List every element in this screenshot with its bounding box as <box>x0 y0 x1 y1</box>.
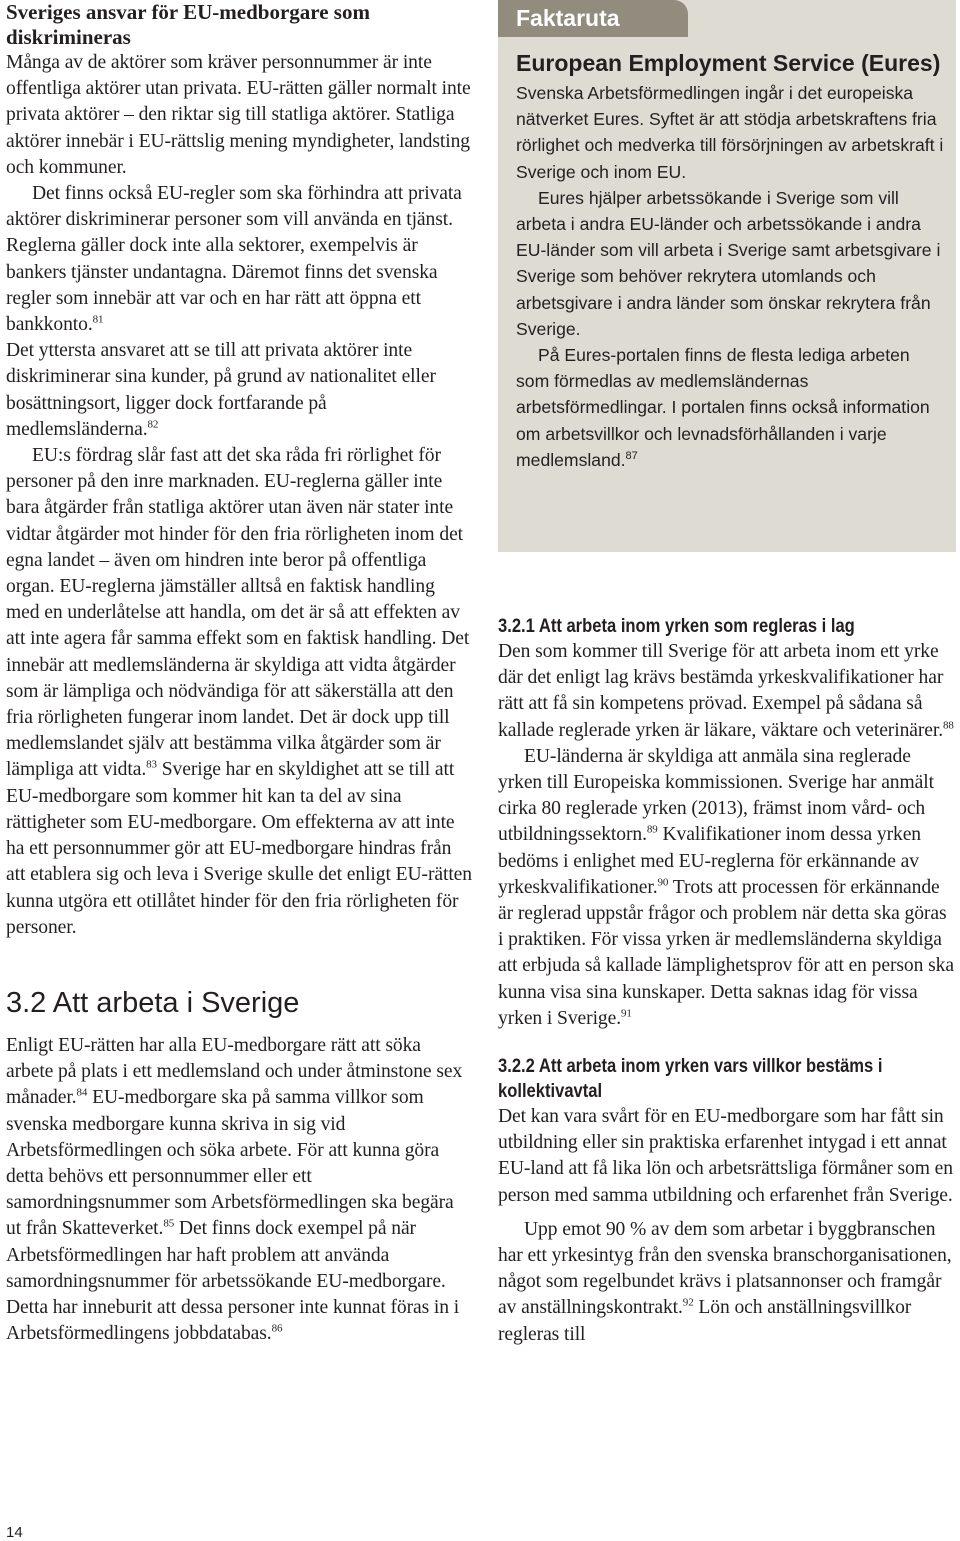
fact-paragraph <box>516 80 944 185</box>
fact-paragraph <box>516 342 944 473</box>
paragraph-text: Det finns dock exempel på när Arbetsförmedlingen har haft problem att använda samordningsnummer för arbetssökande EU-medborgare. Detta har inneburit att dessa personer inte kunnat föras in i Arbetsförmedlingens jobbdatabas. <box>6 1218 460 1345</box>
footnote-ref: 82 <box>147 418 159 431</box>
fact-text: Svenska Arbetsförmedlingen ingår i det europeiska nätverket Eures. Syftet är att stödja arbetskraftens fria rörlighet och medverka till försörjningen av arbetskraft i Sverige och inom EU. <box>516 83 944 182</box>
paragraph-text: Den som kommer till Sverige för att arbeta inom ett yrke där det enligt lag krävs bestämda yrkeskvalifikationer har rätt att få sin kompetens prövad. Exempel på sådana så kallade reglerade yrken är läkare, väktare och veterinärer. <box>498 641 944 741</box>
footnote-ref: 85 <box>163 1217 175 1230</box>
paragraph-text: Upp emot 90 % av dem som arbetar i byggbranschen har ett yrkesintyg från den svenska branschorganisationen, något som regelbundet krävs i platsannonser och framgår av anställningskontrakt. <box>498 1218 952 1319</box>
paragraph-text: EU:s fördrag slår fast att det ska råda fri rörlighet för personer på den inre marknaden. EU-reglerna gäller inte bara åtgärder från statliga aktörer utan även när stater inte vidtar åtgärder mot hinder för den fria rörligheten inom det egna landet – även om hindren inte beror på offentliga organ. EU-reglerna jämställer alltså en faktisk handling med en underlåtelse att handla, om det är så att effekten av att inte agera får samma effekt som en faktisk handling. Det innebär att medlemsländerna är skyldiga att vidta åtgärder som är lämpliga och nödvändiga för att säkerställa att den fria rörligheten fungerar inom landet. Det är dock upp till medlemslandet själv att bestämma vilka åtgärder som är lämpliga att vidta. <box>6 445 470 781</box>
paragraph-text: EU-länderna är skyldiga att anmäla sina reglerade yrken till Europeiska kommissionen. Sverige har anmält cirka 80 reglerade yrken (2013), främst inom vård- och utbildningssektorn. <box>498 745 934 846</box>
fact-paragraph <box>516 185 944 342</box>
paragraph <box>498 1217 956 1348</box>
left-column <box>6 0 472 1347</box>
fact-box-tab: Faktaruta <box>498 0 688 37</box>
paragraph <box>6 1033 472 1347</box>
subsection-heading-3-2-2: 3.2.2 Att arbeta inom yrken vars villkor bestäms i kollektivavtal <box>498 1055 883 1103</box>
page-number: 14 <box>6 1524 23 1541</box>
fact-box-title: European Employment Service (Eures) <box>516 50 941 76</box>
right-body <box>498 614 956 1348</box>
fact-box-content <box>516 50 944 473</box>
footnote-ref: 84 <box>76 1086 88 1099</box>
paragraph <box>6 181 472 338</box>
footnote-ref: 87 <box>625 449 638 462</box>
paragraph-text: Trots att processen för erkännande är reglerad uppstår frågor och problem när detta ska göras i praktiken. För vissa yrken är medlemsländerna skyldiga att erbjuda så kallade lämplighetsprov för att en person ska kunna visa sina kunskaper. Detta saknas idag för vissa yrken i Sverige. <box>498 876 954 1029</box>
paragraph-text: Det yttersta ansvaret att se till att privata aktörer inte diskriminerar sina kunder, på grund av nationalitet eller bosättningsort, ligger dock fortfarande på medlemsländerna. <box>6 340 436 440</box>
paragraph <box>498 639 956 744</box>
fact-text: Eures hjälper arbetssökande i Sverige som vill arbeta i andra EU-länder och arbetssökande i andra EU-länder som vill arbeta i Sverige samt arbetsgivare i Sverige som behöver rekrytera utomlands och arbetsgivare i andra länder som önskar rekrytera från Sverige. <box>516 187 941 339</box>
footnote-ref: 81 <box>92 313 104 326</box>
paragraph-text: Sverige har en skyldighet att se till att EU-medborgare som kommer hit kan ta del av sina rättigheter som EU-medborgare. Om effekterna av att inte ha ett personnummer gör att EU-medborgare hindras från att etablera sig och leva i Sverige skulle det enligt EU-rätten kunna utgöra ett otillåtet hinder för den fria rörligheten för personer. <box>6 759 472 938</box>
footnote-ref: 92 <box>682 1296 694 1309</box>
footnote-ref: 89 <box>646 823 658 836</box>
paragraph <box>498 744 956 1032</box>
paragraph-text: Det kan vara svårt för en EU-medborgare som har fått sin utbildning eller sin praktiska erfarenhet intygad i ett annat EU-land att få lika lön och arbetsrättsliga förmåner som en person med samma utbildning och erfarenhet från Sverige. <box>498 1106 953 1206</box>
footnote-ref: 88 <box>943 719 954 732</box>
paragraph <box>6 50 472 181</box>
paragraph-text: EU-medborgare ska på samma villkor som svenska medborgare kunna skriva in sig vid Arbetsförmedlingen och söka arbete. För att kunna göra detta behövs ett personnummer eller ett samordningsnummer som Arbetsförmedlingen ska begära ut från Skatteverket. <box>6 1087 454 1240</box>
paragraph <box>6 443 472 941</box>
fact-box <box>498 0 956 552</box>
paragraph-text: Lön och anställningsvillkor regleras till <box>498 1297 912 1345</box>
subsection-heading-3-2-1: 3.2.1 Att arbeta inom yrken som regleras i lag <box>498 615 855 637</box>
paragraph-text: Enligt EU-rätten har alla EU-medborgare rätt att söka arbete på plats i ett medlemsland och under åtminstone sex månader. <box>6 1034 463 1109</box>
footnote-ref: 86 <box>271 1322 283 1335</box>
paragraph-text: Många av de aktörer som kräver personnummer är inte offentliga aktörer utan privata. EU-rätten gäller normalt inte privata aktörer – den riktar sig till statliga aktörer. Statliga aktörer innebär i EU-rättslig mening myndigheter, landsting och kommuner. <box>6 52 471 178</box>
footnote-ref: 90 <box>657 876 669 889</box>
footnote-ref: 83 <box>146 758 157 771</box>
paragraph-text: Kvalifikationer inom dessa yrken bedöms i enlighet med EU-reglerna för erkännande av yrkeskvalifikationer. <box>498 824 922 898</box>
paragraph <box>6 338 472 443</box>
paragraph-text: Det finns också EU-regler som ska förhindra att privata aktörer diskriminerar personer som vill använda en tjänst. Reglerna gäller dock inte alla sektorer, exempelvis är bankers tjänster undantagna. Däremot finns det svenska regler som innebär att var och en har rätt att öppna ett bankkonto. <box>6 183 462 336</box>
section-title: 3.2 Att arbeta i Sverige <box>6 986 300 1019</box>
footnote-ref: 91 <box>621 1007 632 1020</box>
paragraph <box>498 1104 956 1209</box>
fact-text: På Eures-portalen finns de flesta lediga arbeten som förmedlas av medlemsländernas arbetsförmedlingar. I portalen finns också information om arbetsvillkor och levnadsförhållanden i varje medlemsland. <box>516 345 930 470</box>
subheading-eu-responsibility: Sveriges ansvar för EU-medborgare som diskrimineras <box>6 0 370 49</box>
